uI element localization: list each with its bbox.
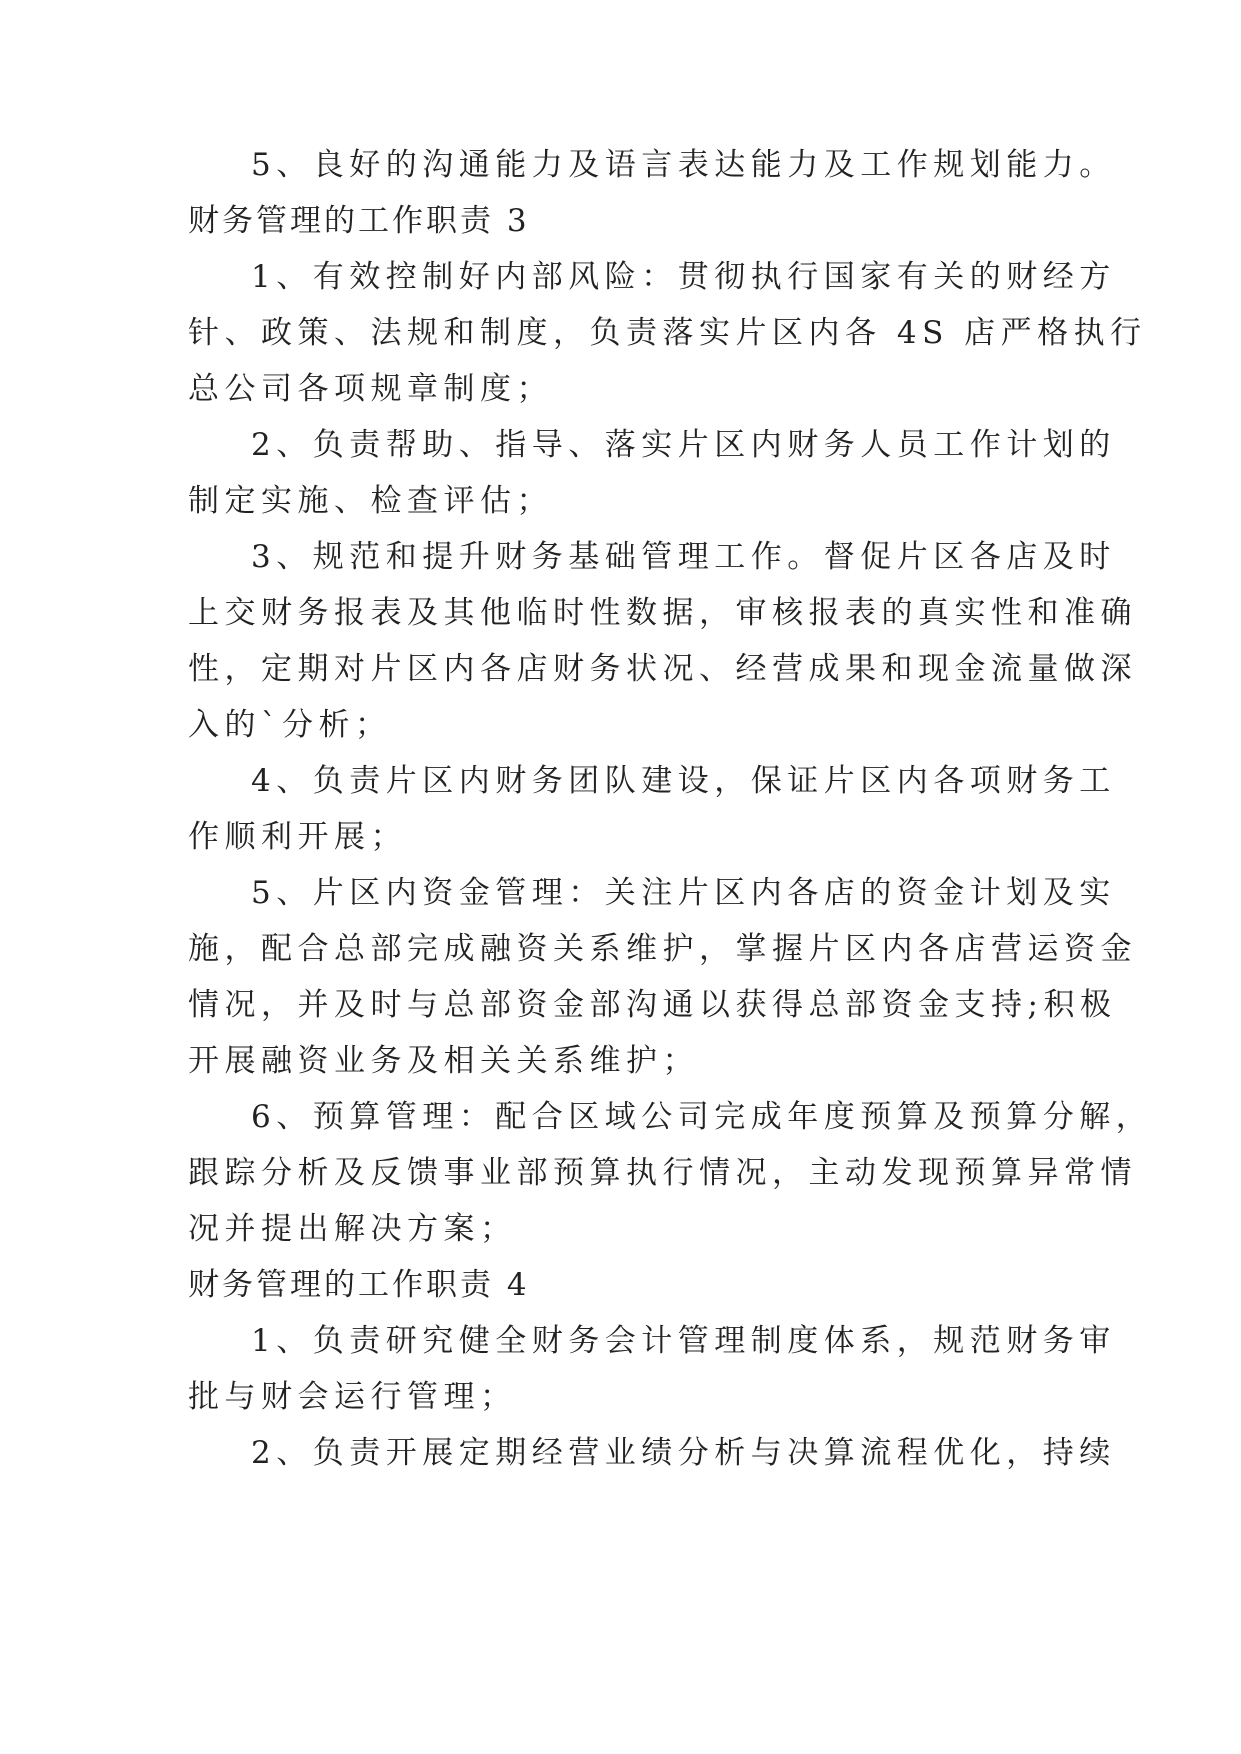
paragraph-line: 况并提出解决方案； [188, 1211, 517, 1247]
paragraph-line: 总公司各项规章制度； [188, 371, 553, 407]
paragraph-line: 针、政策、法规和制度，负责落实片区内各 4S 店严格执行 [188, 315, 1147, 351]
paragraph-line: 情况，并及时与总部资金部沟通以获得总部资金支持;积极 [188, 987, 1117, 1023]
paragraph-line: 3、规范和提升财务基础管理工作。督促片区各店及时 [251, 539, 1116, 575]
paragraph-line: 4、负责片区内财务团队建设，保证片区内各项财务工 [251, 763, 1116, 799]
paragraph-line: 1、负责研究健全财务会计管理制度体系，规范财务审 [251, 1323, 1116, 1359]
section-heading: 财务管理的工作职责 4 [188, 1267, 530, 1303]
paragraph-line: 跟踪分析及反馈事业部预算执行情况，主动发现预算异常情 [188, 1155, 1137, 1191]
paragraph-line: 1、有效控制好内部风险：贯彻执行国家有关的财经方 [251, 259, 1116, 295]
paragraph-line: 作顺利开展； [188, 819, 407, 855]
paragraph-line: 开展融资业务及相关关系维护； [188, 1043, 699, 1079]
paragraph-line: 制定实施、检查评估； [188, 483, 553, 519]
paragraph-line: 6、预算管理：配合区域公司完成年度预算及预算分解， [251, 1099, 1153, 1135]
paragraph-line: 2、负责开展定期经营业绩分析与决算流程优化，持续 [251, 1435, 1116, 1471]
paragraph-line: 5、良好的沟通能力及语言表达能力及工作规划能力。 [251, 147, 1116, 183]
paragraph-line: 批与财会运行管理； [188, 1379, 517, 1415]
section-heading: 财务管理的工作职责 3 [188, 203, 530, 239]
paragraph-line: 入的`分析； [188, 707, 392, 743]
paragraph-line: 性，定期对片区内各店财务状况、经营成果和现金流量做深 [188, 651, 1137, 687]
paragraph-line: 上交财务报表及其他临时性数据，审核报表的真实性和准确 [188, 595, 1137, 631]
paragraph-line: 2、负责帮助、指导、落实片区内财务人员工作计划的 [251, 427, 1116, 463]
paragraph-line: 施，配合总部完成融资关系维护，掌握片区内各店营运资金 [188, 931, 1137, 967]
paragraph-line: 5、片区内资金管理：关注片区内各店的资金计划及实 [251, 875, 1116, 911]
